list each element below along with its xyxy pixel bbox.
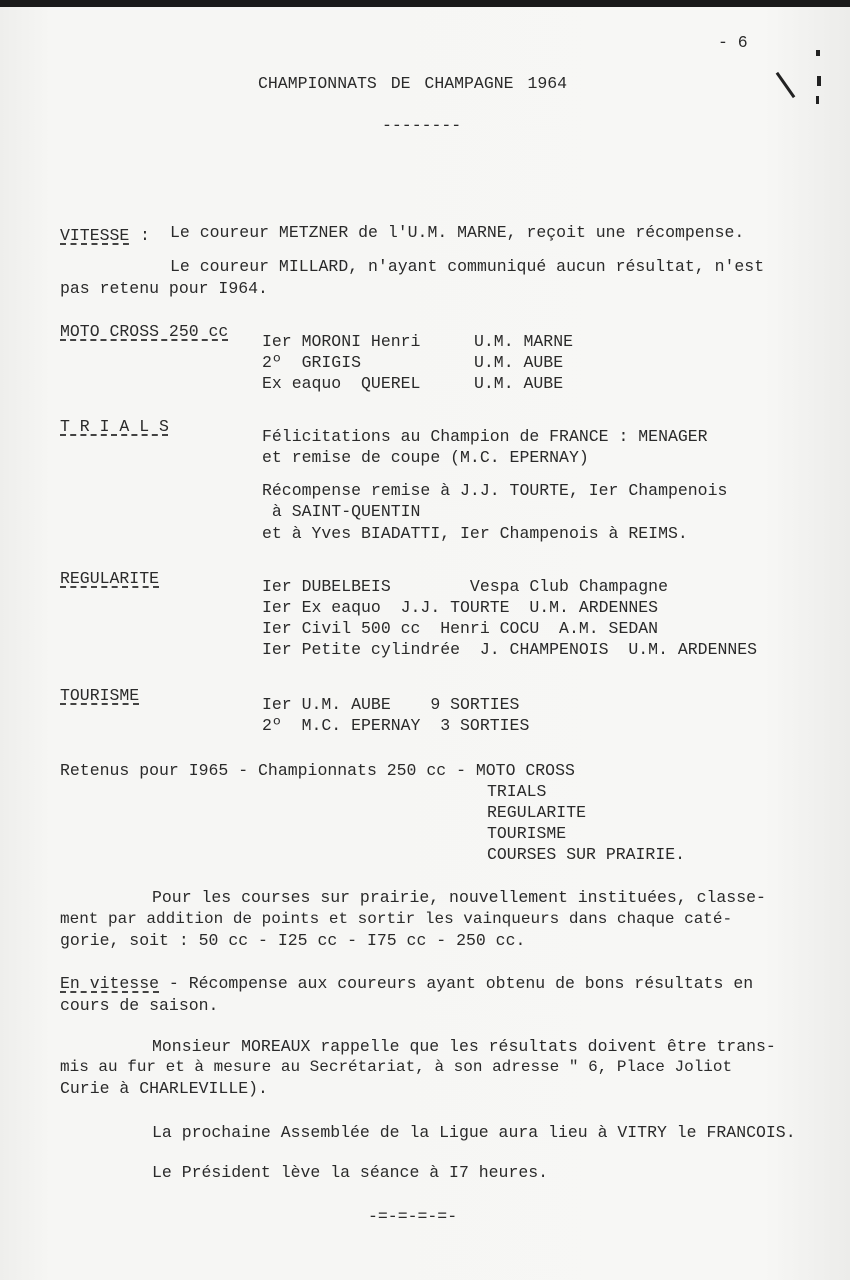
result-club: U.M. AUBE bbox=[474, 374, 564, 393]
pen-mark bbox=[816, 50, 820, 56]
en-vitesse-text: - Récompense aux coureurs ayant obtenu de bons résultats en bbox=[159, 974, 754, 993]
text-line: Ier Civil 500 cc Henri COCU A.M. SEDAN bbox=[262, 619, 659, 638]
result-club: U.M. AUBE bbox=[474, 353, 564, 372]
list-item: COURSES SUR PRAIRIE. bbox=[487, 845, 686, 864]
text-line: Félicitations au Champion de FRANCE : MENAGER bbox=[262, 427, 708, 446]
page-number: - 6 bbox=[718, 33, 748, 52]
page-top-edge bbox=[0, 0, 850, 7]
text-line: Ier U.M. AUBE 9 SORTIES bbox=[262, 695, 520, 714]
text-line: Ier Ex eaquo J.J. TOURTE U.M. ARDENNES bbox=[262, 598, 659, 617]
text-line: et remise de coupe (M.C. EPERNAY) bbox=[262, 448, 589, 467]
text-line: Pour les courses sur prairie, nouvellement instituées, classe- bbox=[152, 888, 766, 907]
result-rank: Ex eaquo QUEREL bbox=[262, 374, 421, 393]
text-line: Retenus pour I965 - Championnats 250 cc - MOTO CROSS bbox=[60, 761, 575, 780]
section-label-regularite: REGULARITE bbox=[60, 569, 160, 588]
text-line: Curie à CHARLEVILLE). bbox=[60, 1079, 268, 1098]
section-label-tourisme: TOURISME bbox=[60, 686, 140, 705]
text-line: Le Président lève la séance à I7 heures. bbox=[152, 1163, 549, 1182]
end-mark: -=-=-=-=- bbox=[368, 1207, 458, 1226]
text-line: à SAINT-QUENTIN bbox=[262, 502, 421, 521]
text-line: Le coureur MILLARD, n'ayant communiqué aucun résultat, n'est bbox=[170, 257, 765, 276]
text-line: 2º M.C. EPERNAY 3 SORTIES bbox=[262, 716, 530, 735]
result-rank: 2º GRIGIS bbox=[262, 353, 362, 372]
pen-mark bbox=[816, 96, 819, 104]
text-line: pas retenu pour I964. bbox=[60, 279, 268, 298]
pen-mark bbox=[817, 76, 821, 86]
title-rule: -------- bbox=[382, 116, 462, 135]
text-line: et à Yves BIADATTI, Ier Champenois à REIMS. bbox=[262, 524, 688, 543]
text-line: gorie, soit : 50 cc - I25 cc - I75 cc - 250 cc. bbox=[60, 931, 526, 950]
text-line: La prochaine Assemblée de la Ligue aura lieu à VITRY le FRANCOIS. bbox=[152, 1123, 796, 1142]
section-label-moto-cross: MOTO CROSS 250 cc bbox=[60, 322, 229, 341]
result-rank: Ier MORONI Henri bbox=[262, 332, 421, 351]
section-label-trials: T R I A L S bbox=[60, 417, 169, 436]
label-separator: : bbox=[140, 226, 150, 245]
pen-mark bbox=[776, 72, 796, 98]
text-line: Ier Petite cylindrée J. CHAMPENOIS U.M. ARDENNES bbox=[262, 640, 758, 659]
en-vitesse-label: En vitesse bbox=[60, 974, 160, 993]
text-line: mis au fur et à mesure au Secrétariat, à son adresse " 6, Place Joliot bbox=[60, 1058, 733, 1076]
list-item: REGULARITE bbox=[487, 803, 587, 822]
text-line: Ier DUBELBEIS Vespa Club Champagne bbox=[262, 577, 668, 596]
text-line: cours de saison. bbox=[60, 996, 219, 1015]
section-label-vitesse: VITESSE bbox=[60, 226, 130, 245]
document-title: CHAMPIONNATS DE CHAMPAGNE 1964 bbox=[258, 74, 568, 93]
result-club: U.M. MARNE bbox=[474, 332, 574, 351]
text-line bbox=[60, 973, 753, 994]
text-line: Le coureur METZNER de l'U.M. MARNE, reçoit une récompense. bbox=[170, 223, 745, 242]
list-item: TOURISME bbox=[487, 824, 567, 843]
list-item: TRIALS bbox=[487, 782, 547, 801]
text-line: Monsieur MOREAUX rappelle que les résultats doivent être trans- bbox=[152, 1037, 776, 1056]
text-line: Récompense remise à J.J. TOURTE, Ier Champenois bbox=[262, 481, 728, 500]
text-line: ment par addition de points et sortir les vainqueurs dans chaque caté- bbox=[60, 910, 733, 928]
